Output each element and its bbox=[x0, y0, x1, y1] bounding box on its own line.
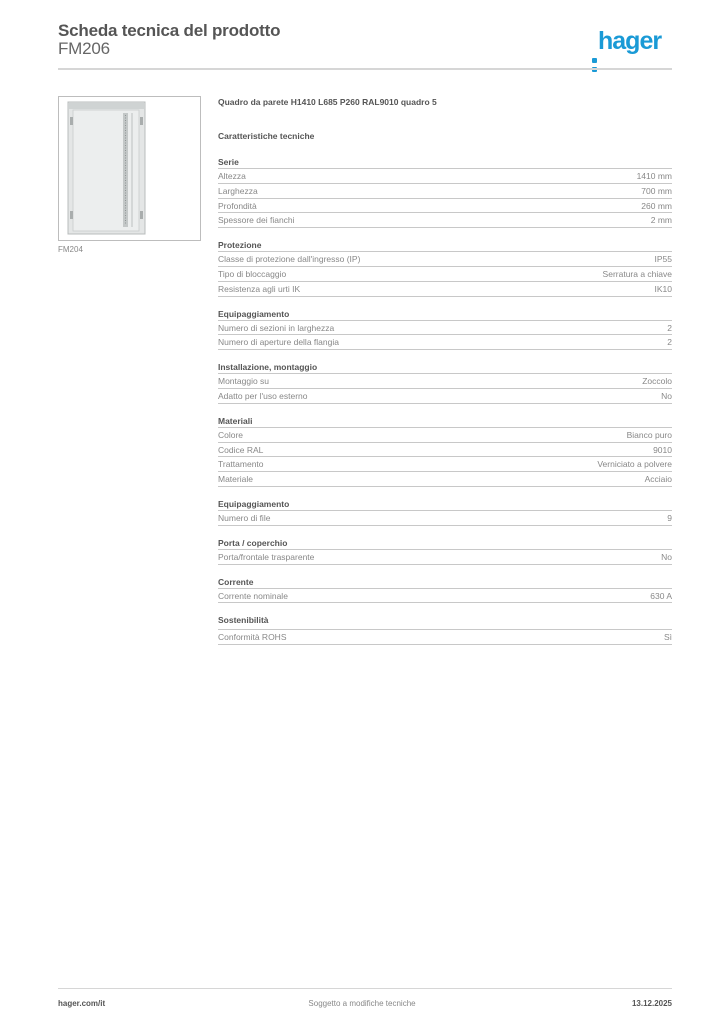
spec-value: Bianco puro bbox=[626, 429, 672, 440]
image-caption: FM204 bbox=[58, 245, 83, 254]
spec-value: Verniciato a polvere bbox=[597, 459, 672, 470]
spec-label: Larghezza bbox=[218, 185, 258, 196]
spec-label: Codice RAL bbox=[218, 444, 264, 455]
group-title: Protezione bbox=[218, 239, 672, 252]
spec-group-serie bbox=[218, 156, 672, 228]
spec-content bbox=[218, 96, 672, 645]
footer-divider bbox=[58, 988, 672, 989]
spec-group-corrente bbox=[218, 576, 672, 604]
spec-value: Acciaio bbox=[644, 474, 672, 485]
spec-row bbox=[218, 389, 672, 404]
spec-group-equipaggiamento bbox=[218, 308, 672, 351]
spec-row bbox=[218, 267, 672, 282]
spec-value: IK10 bbox=[654, 283, 672, 294]
spec-label: Montaggio su bbox=[218, 376, 270, 387]
spec-row bbox=[218, 630, 672, 645]
footer-note: Soggetto a modifiche tecniche bbox=[308, 999, 416, 1008]
header-divider bbox=[58, 68, 672, 70]
spec-label: Corrente nominale bbox=[218, 590, 288, 601]
group-title: Sostenibilità bbox=[218, 614, 672, 630]
spec-label: Classe di protezione dall'ingresso (IP) bbox=[218, 254, 361, 265]
spec-value: Sì bbox=[663, 632, 672, 643]
spec-label: Resistenza agli urti IK bbox=[218, 283, 301, 294]
spec-value: 2 bbox=[667, 322, 672, 333]
spec-row bbox=[218, 472, 672, 487]
spec-label: Profondità bbox=[218, 200, 257, 211]
spec-group-porta bbox=[218, 537, 672, 565]
wall-cabinet-icon bbox=[67, 101, 146, 235]
spec-row bbox=[218, 589, 672, 604]
spec-label: Numero di aperture della flangia bbox=[218, 337, 339, 348]
spec-label: Tipo di bloccaggio bbox=[218, 268, 287, 279]
spec-row bbox=[218, 550, 672, 565]
group-title: Equipaggiamento bbox=[218, 498, 672, 511]
spec-group-protezione bbox=[218, 239, 672, 296]
header-title: Scheda tecnica del prodotto bbox=[58, 21, 281, 40]
spec-group-equipaggiamento-2 bbox=[218, 498, 672, 526]
spec-value: 630 A bbox=[650, 590, 672, 601]
spec-label: Porta/frontale trasparente bbox=[218, 551, 315, 562]
product-code: FM206 bbox=[58, 39, 110, 58]
spec-row bbox=[218, 199, 672, 214]
spec-label: Spessore dei fianchi bbox=[218, 215, 295, 226]
spec-row bbox=[218, 335, 672, 350]
spec-row bbox=[218, 443, 672, 458]
spec-value: IP55 bbox=[654, 254, 672, 265]
spec-group-materiali bbox=[218, 415, 672, 487]
spec-value: Serratura a chiave bbox=[602, 268, 672, 279]
spec-value: 9010 bbox=[653, 444, 672, 455]
group-title: Materiali bbox=[218, 415, 672, 428]
footer-date: 13.12.2025 bbox=[631, 999, 672, 1008]
spec-value: 700 mm bbox=[641, 185, 672, 196]
spec-group-installazione bbox=[218, 361, 672, 404]
logo-text: hager bbox=[598, 27, 662, 55]
spec-label: Numero di sezioni in larghezza bbox=[218, 322, 335, 333]
spec-row bbox=[218, 252, 672, 267]
spec-row bbox=[218, 321, 672, 336]
group-title: Porta / coperchio bbox=[218, 537, 672, 550]
spec-value: 9 bbox=[667, 512, 672, 523]
spec-label: Colore bbox=[218, 429, 244, 440]
group-title: Serie bbox=[218, 156, 672, 169]
spec-row bbox=[218, 282, 672, 297]
spec-label: Conformità ROHS bbox=[218, 632, 287, 643]
spec-label: Materiale bbox=[218, 474, 253, 485]
spec-value: Zoccolo bbox=[642, 376, 672, 387]
spec-row bbox=[218, 428, 672, 443]
section-title: Caratteristiche tecniche bbox=[218, 131, 315, 141]
spec-row bbox=[218, 457, 672, 472]
spec-row bbox=[218, 374, 672, 389]
spec-label: Adatto per l'uso esterno bbox=[218, 390, 308, 401]
spec-row bbox=[218, 169, 672, 184]
footer-website-link[interactable]: hager.com/it bbox=[58, 999, 106, 1008]
spec-value: No bbox=[661, 551, 672, 562]
spec-value: 260 mm bbox=[641, 200, 672, 211]
group-title: Corrente bbox=[218, 576, 672, 589]
group-title: Equipaggiamento bbox=[218, 308, 672, 321]
product-image bbox=[58, 96, 201, 241]
spec-value: 1410 mm bbox=[636, 171, 672, 181]
spec-value: No bbox=[661, 390, 672, 401]
spec-row bbox=[218, 511, 672, 526]
spec-label: Altezza bbox=[218, 171, 246, 181]
spec-group-sostenibilita bbox=[218, 614, 672, 645]
hager-logo bbox=[592, 27, 661, 55]
spec-value: 2 bbox=[667, 337, 672, 348]
spec-label: Trattamento bbox=[218, 459, 264, 470]
spec-value: 2 mm bbox=[650, 215, 672, 226]
product-description: Quadro da parete H1410 L685 P260 RAL9010 quadro 5 bbox=[218, 97, 437, 107]
group-title: Installazione, montaggio bbox=[218, 361, 672, 374]
spec-label: Numero di file bbox=[218, 512, 271, 523]
spec-row bbox=[218, 213, 672, 228]
spec-row bbox=[218, 184, 672, 199]
